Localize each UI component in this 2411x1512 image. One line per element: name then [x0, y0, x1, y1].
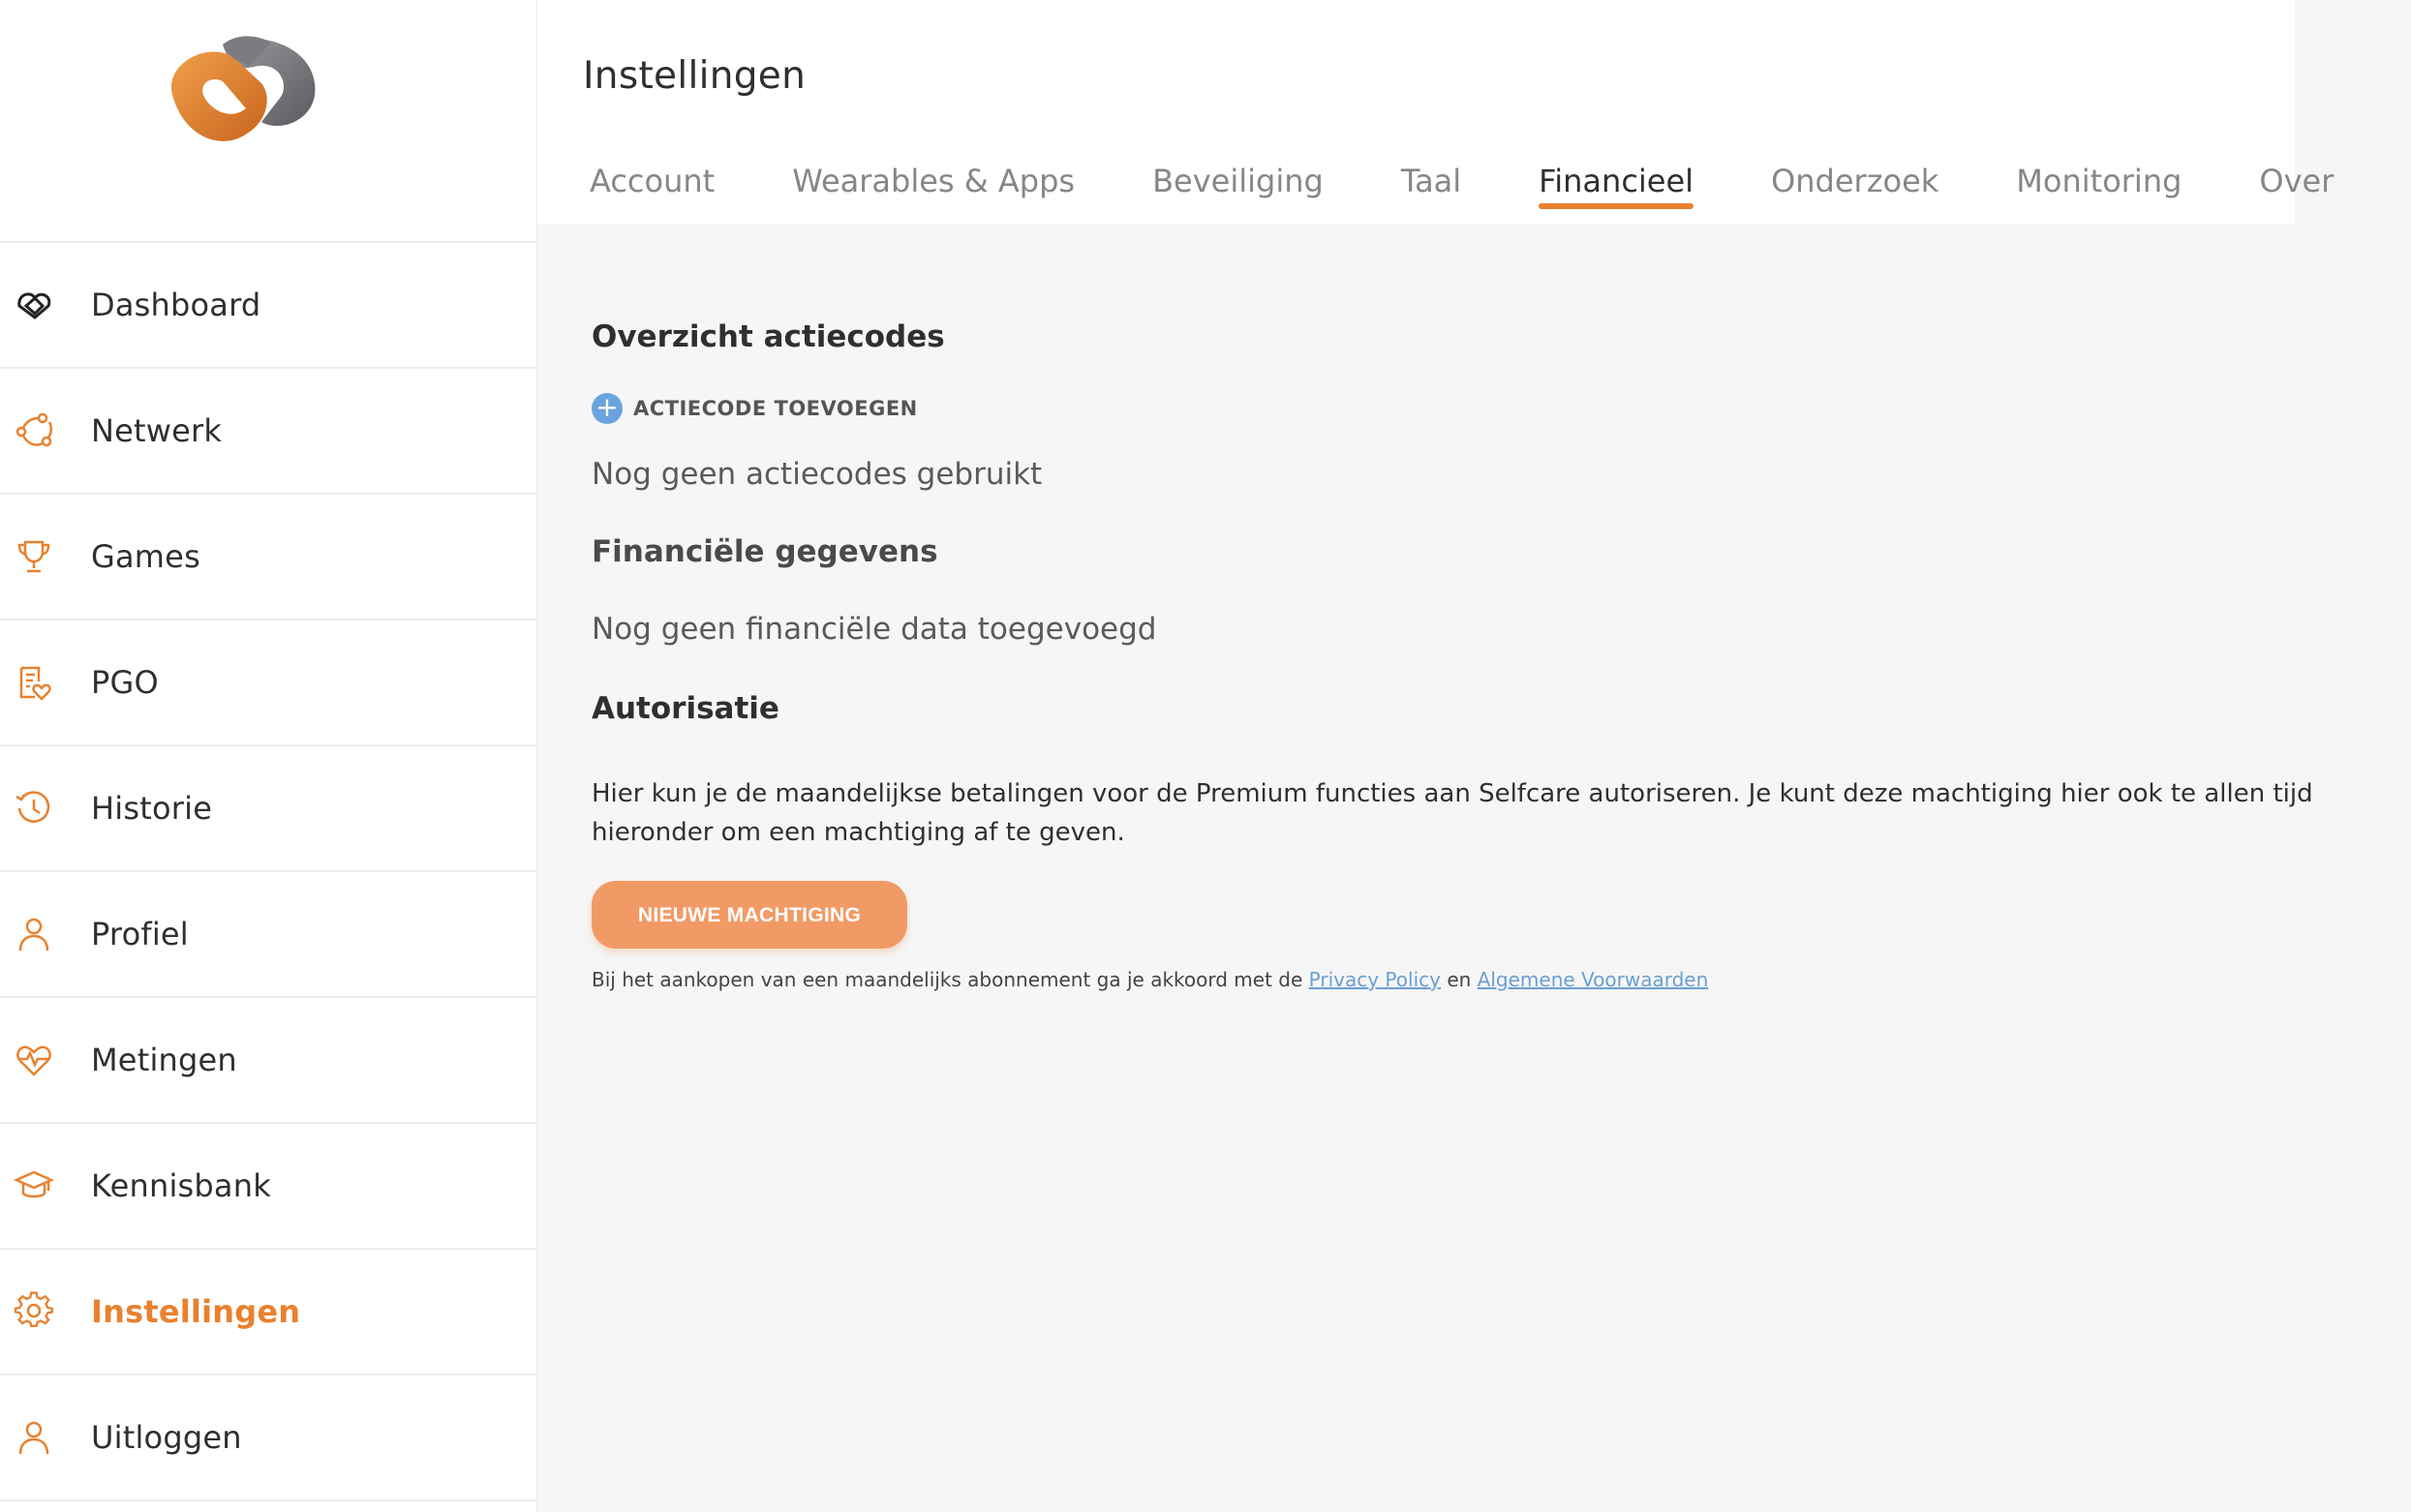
sidebar-item-netwerk[interactable]: [0, 369, 536, 495]
dashboard-icon: [14, 285, 54, 325]
page-title: Instellingen: [583, 54, 807, 98]
add-action-code-label: ACTIECODE TOEVOEGEN: [633, 397, 918, 420]
network-icon: [14, 410, 54, 451]
authorization-description-line1: Hier kun je de maandelijkse betalingen voor de Premium functies aan Selfcare autoriseren. Je kunt deze machtiging hier ook te allen tijd: [592, 779, 2313, 808]
consent-and: en: [1447, 968, 1472, 991]
sidebar-item-games[interactable]: [0, 495, 536, 620]
gear-icon: [14, 1291, 54, 1332]
tab-over[interactable]: Over: [2259, 163, 2335, 199]
tab-account[interactable]: Account: [590, 163, 716, 199]
tab-taal[interactable]: Taal: [1400, 163, 1462, 199]
sidebar-item-uitloggen[interactable]: [0, 1376, 536, 1501]
user-icon: [14, 914, 54, 954]
action-codes-title: Overzicht actiecodes: [592, 319, 945, 354]
logo[interactable]: [165, 27, 324, 163]
header: [537, 0, 2335, 224]
plus-icon: +: [592, 393, 623, 424]
tab-monitoring[interactable]: Monitoring: [2016, 163, 2182, 199]
sidebar-item-dashboard[interactable]: [0, 243, 536, 369]
sidebar-item-label: PGO: [91, 664, 159, 701]
sidebar-item-kennisbank[interactable]: [0, 1124, 536, 1250]
tab-beveiliging[interactable]: Beveiliging: [1152, 163, 1324, 199]
sidebar-item-label: Historie: [91, 790, 213, 827]
consent-text: [592, 968, 2295, 991]
sidebar-item-label: Dashboard: [91, 287, 261, 323]
privacy-policy-link[interactable]: Privacy Policy: [1308, 968, 1441, 991]
trophy-icon: [14, 536, 54, 577]
sidebar-item-pgo[interactable]: [0, 620, 536, 746]
tab-onderzoek[interactable]: Onderzoek: [1771, 163, 1939, 199]
financial-empty: Nog geen financiële data toegevoegd: [592, 612, 1157, 647]
sidebar-item-instellingen[interactable]: [0, 1250, 536, 1376]
tab-wearables-apps[interactable]: Wearables & Apps: [792, 163, 1076, 199]
sidebar-item-historie[interactable]: [0, 746, 536, 872]
settings-tabs: [590, 163, 2411, 207]
sidebar-item-label: Netwerk: [91, 412, 223, 449]
new-authorization-button[interactable]: NIEUWE MACHTIGING: [592, 881, 907, 949]
sidebar-nav: [0, 241, 536, 1501]
graduation-cap-icon: [14, 1165, 54, 1206]
sidebar-item-label: Metingen: [91, 1042, 237, 1078]
sidebar-item-metingen[interactable]: [0, 998, 536, 1124]
clipboard-heart-icon: [14, 662, 54, 703]
terms-link[interactable]: Algemene Voorwaarden: [1477, 968, 1709, 991]
sidebar-item-label: Instellingen: [91, 1293, 301, 1330]
consent-prefix: Bij het aankopen van een maandelijks abonnement ga je akkoord met de: [592, 968, 1303, 991]
clock-icon: [14, 788, 54, 829]
sidebar-item-label: Kennisbank: [91, 1167, 271, 1204]
heart-pulse-icon: [14, 1040, 54, 1080]
add-action-code-button[interactable]: [592, 393, 2295, 424]
authorization-description-line2: hieronder om een machtiging af te geven.: [592, 818, 1125, 847]
sidebar-item-label: Games: [91, 538, 200, 575]
authorization-title: Autorisatie: [592, 691, 779, 726]
sidebar-item-label: Uitloggen: [91, 1419, 242, 1456]
tab-financieel[interactable]: Financieel: [1539, 163, 1694, 207]
action-codes-empty: Nog geen actiecodes gebruikt: [592, 457, 1043, 492]
financial-title: Financiële gegevens: [592, 534, 938, 569]
sidebar-item-profiel[interactable]: [0, 872, 536, 998]
sidebar: [0, 0, 537, 1512]
sidebar-item-label: Profiel: [91, 916, 189, 953]
user-icon: [14, 1417, 54, 1458]
logo-graphic: [165, 27, 324, 163]
main-content: [592, 319, 2313, 991]
